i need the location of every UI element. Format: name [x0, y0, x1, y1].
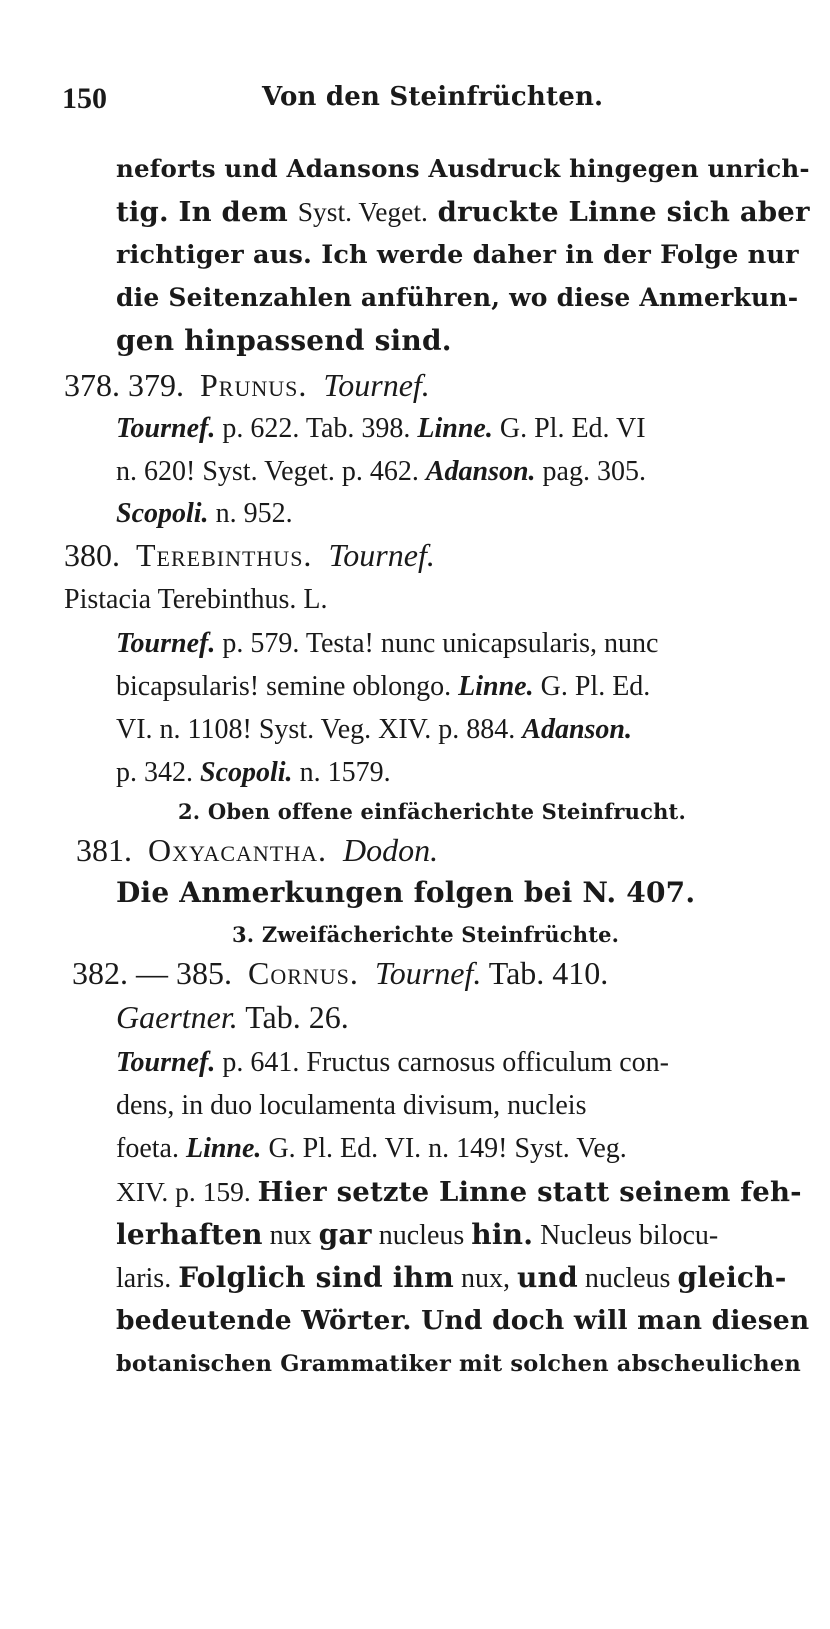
text-span: neforts und Adansons Ausdruck hingegen unrich-	[116, 154, 810, 183]
author-name: Dodon.	[343, 832, 439, 868]
text-span: Tournef.	[116, 628, 216, 659]
text-span: n. 952.	[208, 498, 293, 529]
text-span: bicapsularis! semine oblongo.	[116, 671, 459, 702]
text-span: nucleus	[577, 1263, 678, 1294]
text-span: G. Pl. Ed.	[533, 671, 651, 702]
text-span: VI. n. 1108! Syst. Veg. XIV. p. 884.	[116, 714, 523, 745]
text-span: nux,	[454, 1263, 517, 1294]
running-title: Von den Steinfrüchten.	[262, 82, 604, 112]
text-span: foeta.	[116, 1133, 186, 1164]
text-line	[116, 1000, 349, 1034]
text-span: Linne.	[185, 1133, 262, 1164]
text-line: Die Anmerkungen folgen bei N. 407.	[116, 876, 696, 909]
text-line: gen hinpassend sind.	[116, 324, 452, 357]
entry-heading	[72, 956, 608, 990]
text-span: G. Pl. Ed. VI. n. 149! Syst. Veg.	[261, 1133, 627, 1164]
text-span: gar	[318, 1218, 372, 1251]
text-span: Adanson.	[425, 456, 536, 487]
text-span: nux	[262, 1220, 319, 1251]
text-span: tig. In dem	[116, 196, 298, 228]
text-span: Scopoli.	[116, 498, 209, 529]
entry-heading	[64, 368, 430, 402]
text-span: p. 579. Testa! nunc unicapsularis, nunc	[215, 628, 659, 659]
text-line	[116, 1261, 787, 1296]
genus-name: Terebinthus.	[136, 537, 313, 573]
text-span: Tab. 410.	[481, 955, 609, 991]
text-line	[116, 497, 293, 531]
text-span: n. 620! Syst. Veget. p. 462.	[116, 456, 426, 487]
author-name: Tournef.	[328, 537, 435, 573]
text-span: Gaertner.	[116, 999, 238, 1035]
entry-number: 378. 379.	[64, 367, 184, 403]
author-name: Tournef.	[323, 367, 430, 403]
text-span: Syst. Veget.	[297, 196, 428, 227]
text-span: G. Pl. Ed. VI	[492, 413, 646, 444]
text-span: pag. 305.	[535, 456, 646, 487]
text-span: Folglich sind ihm	[178, 1261, 454, 1294]
text-span: Tournef.	[116, 1047, 216, 1078]
text-line: botanischen Grammatiker mit solchen abscheulichen	[116, 1351, 801, 1377]
text-line: dens, in duo loculamenta divisum, nucleis	[116, 1090, 587, 1121]
text-line: die Seitenzahlen anführen, wo diese Anmerkun-	[116, 283, 799, 312]
text-line: bedeutende Wörter. Und doch will man diesen	[116, 1305, 810, 1336]
text-span: Linne.	[458, 671, 534, 702]
text-line	[116, 1132, 627, 1166]
author-name: Tournef.	[374, 955, 482, 991]
section-heading: 2. Oben offene einfächerichte Steinfrucht.	[178, 799, 686, 824]
text-span: druckte Linne sich aber	[427, 196, 810, 228]
entry-number: 381.	[76, 832, 132, 868]
text-span: Scopoli.	[200, 757, 293, 788]
text-span: p. 342.	[116, 757, 200, 788]
text-span: Adanson.	[522, 714, 632, 745]
text-span: Tournef.	[116, 413, 216, 444]
text-line	[116, 756, 391, 790]
genus-name: Cornus.	[248, 955, 359, 991]
text-span: Tab. 26.	[237, 999, 349, 1035]
text-span: XIV. p. 159.	[116, 1176, 258, 1207]
text-span: n. 1579.	[292, 757, 391, 788]
text-span: hin.	[471, 1218, 534, 1251]
entry-number: 380.	[64, 537, 120, 573]
text-line	[116, 152, 810, 186]
text-line	[116, 195, 810, 229]
text-line: richtiger aus. Ich werde daher in der Folge nur	[116, 240, 799, 270]
entry-number: 382. — 385.	[72, 955, 232, 991]
page-number: 150	[62, 82, 107, 115]
text-span: Hier setzte Linne statt seinem feh-	[257, 1176, 802, 1208]
entry-heading	[64, 538, 435, 572]
text-line	[116, 1046, 669, 1080]
synonym-line: Pistacia Terebinthus. L.	[64, 584, 328, 615]
text-span: p. 641. Fructus carnosus officulum con-	[215, 1047, 669, 1078]
entry-heading	[76, 833, 438, 867]
text-line	[116, 713, 632, 747]
text-span: und	[517, 1261, 578, 1294]
section-heading: 3. Zweifächerichte Steinfrüchte.	[232, 922, 620, 947]
text-span: p. 622. Tab. 398.	[215, 413, 418, 444]
text-span: gleich-	[677, 1261, 787, 1294]
text-line	[116, 627, 658, 661]
text-line	[116, 1218, 718, 1253]
text-line	[116, 670, 650, 704]
text-span: Nucleus bilocu-	[533, 1220, 719, 1251]
text-line	[116, 412, 646, 446]
text-span: nucleus	[371, 1220, 472, 1251]
genus-name: Prunus.	[200, 367, 308, 403]
text-line	[116, 455, 646, 489]
text-span: Linne.	[417, 413, 493, 444]
text-line	[116, 1175, 802, 1209]
text-span: lerhaften	[116, 1218, 263, 1251]
text-span: laris.	[116, 1263, 179, 1294]
genus-name: Oxyacantha.	[148, 832, 327, 868]
